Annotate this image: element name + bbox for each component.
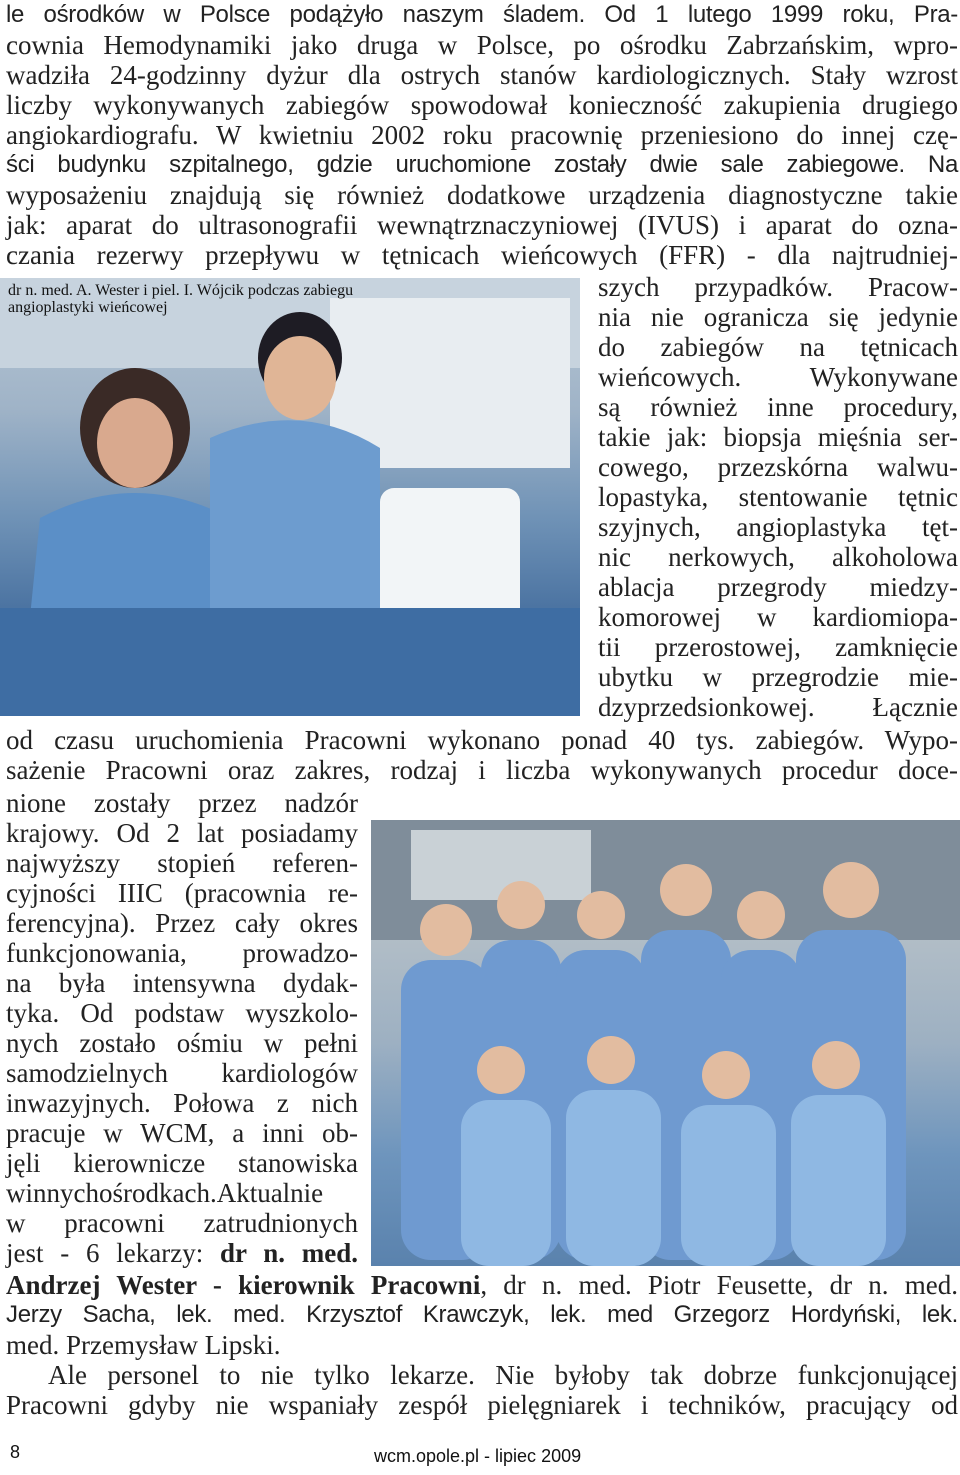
text-line: wadziła 24-godzinny dyżur dla ostrych stanów kardiologicznych. Stały wzrost — [6, 60, 958, 90]
text-line: takie jak: biopsja mięśnia ser- — [598, 422, 958, 452]
text-line: le ośrodków w Polsce podążyło naszym śladem. Od 1 lutego 1999 roku, Pra- — [6, 1, 958, 28]
photo-caption-line: angioplastyki wieńcowej — [8, 299, 168, 316]
text-line: szych przypadków. Pracow- — [598, 272, 958, 302]
text-line: lopastyka, stentowanie tętnic — [598, 482, 958, 512]
text-line: ści budynku szpitalnego, gdzie uruchomione zostały dwie sale zabiegowe. Na — [6, 151, 958, 178]
text-line: Jerzy Sacha, lek. med. Krzysztof Krawczyk, lek. med Grzegorz Hordyński, lek. — [6, 1301, 958, 1328]
text-line: nione zostały przez nadzór — [6, 788, 358, 818]
text-line: komorowej w kardiomiopa- — [598, 602, 958, 632]
team-photo-illustration — [371, 820, 960, 1266]
text-line: dzyprzedsionkowej. Łącznie — [598, 692, 958, 722]
photo-caption-line: dr n. med. A. Wester i piel. I. Wójcik podczas zabiegu — [8, 282, 354, 299]
text-line: Pracowni gdyby nie wspaniały zespół pielęgniarek i techników, pracujący od — [6, 1390, 958, 1420]
text-line: funkcjonowania, prowadzo- — [6, 938, 358, 968]
text-line: wyposażeniu znajdują się również dodatkowe urządzenia diagnostyczne takie — [6, 180, 958, 210]
text-line: inwazyjnych. Połowa z nich — [6, 1088, 358, 1118]
text-line: sażenie Pracowni oraz zakres, rodzaj i liczba wykonywanych procedur doce- — [6, 755, 958, 785]
text-line: nic nerkowych, alkoholowa — [598, 542, 958, 572]
text-line — [6, 1238, 358, 1268]
text-line: Ale personel to nie tylko lekarze. Nie byłoby tak dobrze funkcjonującej — [48, 1360, 958, 1390]
procedure-photo — [0, 278, 580, 716]
text-line: nia nie ogranicza się jedynie — [598, 302, 958, 332]
text-line: angiokardiografu. W kwietniu 2002 roku pracownię przeniesiono do innej czę- — [6, 120, 958, 150]
text-line: ferencyjna). Przez cały okres — [6, 908, 358, 938]
text-line: od czasu uruchomienia Pracowni wykonano ponad 40 tys. zabiegów. Wypo- — [6, 725, 958, 755]
text-line: czania rezerwy przepływu w tętnicach wieńcowych (FFR) - dla najtrudniej- — [6, 240, 958, 270]
text-line: na była intensywna dydak- — [6, 968, 358, 998]
text-line: nych zostało ośmiu w pełni — [6, 1028, 358, 1058]
text-line: w pracowni zatrudnionych — [6, 1208, 358, 1238]
text-line: med. Przemysław Lipski. — [6, 1330, 281, 1360]
text-line: krajowy. Od 2 lat posiadamy — [6, 818, 358, 848]
photo-caption — [8, 282, 353, 316]
text-line: samodzielnych kardiologów — [6, 1058, 358, 1088]
text-line: cowego, przezskórna walwu- — [598, 452, 958, 482]
text-line: cownia Hemodynamiki jako druga w Polsce, po ośrodku Zabrzańskim, wpro- — [6, 30, 958, 60]
text-line: szyjnych, angioplastyka tęt- — [598, 512, 958, 542]
text-line: ubytku w przegrodzie mie- — [598, 662, 958, 692]
text-span: , dr n. med. Piotr Feusette, dr n. med. — [480, 1270, 958, 1300]
text-line: tii przerostowej, zamknięcie — [598, 632, 958, 662]
text-line: cyjności IIIC (pracownia re- — [6, 878, 358, 908]
procedure-photo-illustration — [0, 278, 580, 716]
text-line: wieńcowych. Wykonywane — [598, 362, 958, 392]
team-photo — [371, 820, 960, 1266]
text-line: winnychośrodkach.Aktualnie — [6, 1178, 324, 1208]
text-line: pracuje w WCM, a inni ob- — [6, 1118, 358, 1148]
page-number: 8 — [10, 1442, 21, 1462]
text-line — [6, 1270, 958, 1300]
text-line: jak: aparat do ultrasonografii wewnątrznaczyniowej (IVUS) i aparat do ozna- — [6, 210, 958, 240]
footer-site: wcm.opole.pl - lipiec 2009 — [374, 1446, 582, 1466]
bold-text: Andrzej Wester - kierownik Pracowni — [6, 1270, 481, 1300]
text-line: jęli kierownicze stanowiska — [6, 1148, 358, 1178]
text-line: do zabiegów na tętnicach — [598, 332, 958, 362]
text-line: liczby wykonywanych zabiegów spowodował konieczność zakupienia drugiego — [6, 90, 958, 120]
text-span: jest - 6 lekarzy: — [6, 1238, 220, 1268]
text-line: są również inne procedury, — [598, 392, 958, 422]
text-line: najwyższy stopień referen- — [6, 848, 358, 878]
bold-text: dr n. med. — [219, 1238, 358, 1268]
text-line: tyka. Od podstaw wyszkolo- — [6, 998, 358, 1028]
text-line: ablacja przegrody miedzy- — [598, 572, 958, 602]
